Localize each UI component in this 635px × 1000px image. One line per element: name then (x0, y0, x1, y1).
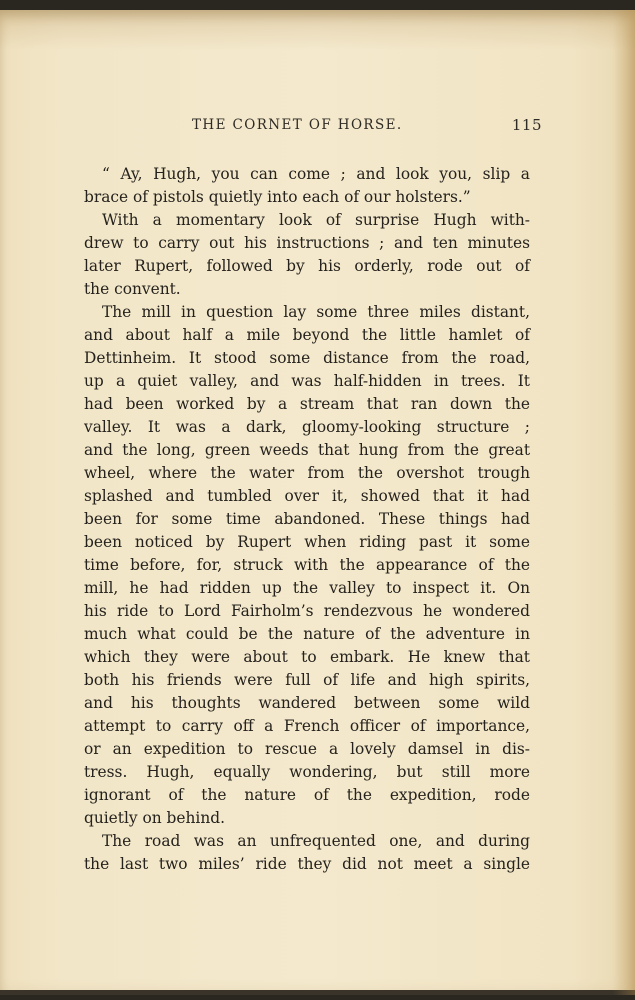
text-line: both his friends were full of life and high spirits, (84, 671, 530, 689)
book-page (0, 10, 635, 995)
text-line: Dettinheim. It stood some distance from the road, (84, 349, 530, 367)
text-line: mill, he had ridden up the valley to inspect it. On (84, 579, 530, 597)
running-title: THE CORNET OF HORSE. (192, 117, 403, 133)
page-bottom-edge (0, 990, 635, 995)
text-line: wheel, where the water from the overshot trough (84, 464, 530, 482)
page-number: 115 (511, 116, 542, 134)
text-line: and the long, green weeds that hung from the great (84, 441, 530, 459)
text-line: much what could be the nature of the adventure in (84, 625, 530, 643)
running-head (80, 117, 542, 141)
text-line: brace of pistols quietly into each of our holsters.” (84, 188, 471, 206)
text-line: “ Ay, Hugh, you can come ; and look you, slip a (102, 165, 530, 183)
body-text (84, 163, 530, 876)
text-line: later Rupert, followed by his orderly, rode out of (84, 257, 530, 275)
text-line: been noticed by Rupert when riding past it some (84, 533, 530, 551)
text-line: The mill in question lay some three miles distant, (102, 303, 530, 321)
text-line: attempt to carry off a French officer of importance, (84, 717, 530, 735)
text-line: With a momentary look of surprise Hugh with- (102, 211, 530, 229)
text-line: The road was an unfrequented one, and during (102, 832, 530, 850)
text-line: up a quiet valley, and was half-hidden in trees. It (84, 372, 530, 390)
text-line: and about half a mile beyond the little hamlet of (84, 326, 530, 344)
text-line: tress. Hugh, equally wondering, but still more (84, 763, 530, 781)
text-line: and his thoughts wandered between some wild (84, 694, 530, 712)
text-line: the convent. (84, 280, 181, 298)
text-line: time before, for, struck with the appearance of the (84, 556, 530, 574)
text-line: valley. It was a dark, gloomy-looking structure ; (84, 418, 530, 436)
text-line: quietly on behind. (84, 809, 226, 827)
text-line: ignorant of the nature of the expedition, rode (84, 786, 530, 804)
text-line: drew to carry out his instructions ; and ten minutes (84, 234, 530, 252)
text-line: splashed and tumbled over it, showed that it had (84, 487, 530, 505)
text-line: had been worked by a stream that ran down the (84, 395, 530, 413)
text-line: the last two miles’ ride they did not meet a single (84, 855, 530, 873)
text-line: his ride to Lord Fairholm’s rendezvous he wondered (84, 602, 530, 620)
text-line: which they were about to embark. He knew that (84, 648, 530, 666)
text-line: been for some time abandoned. These things had (84, 510, 530, 528)
text-line: or an expedition to rescue a lovely damsel in dis- (84, 740, 530, 758)
